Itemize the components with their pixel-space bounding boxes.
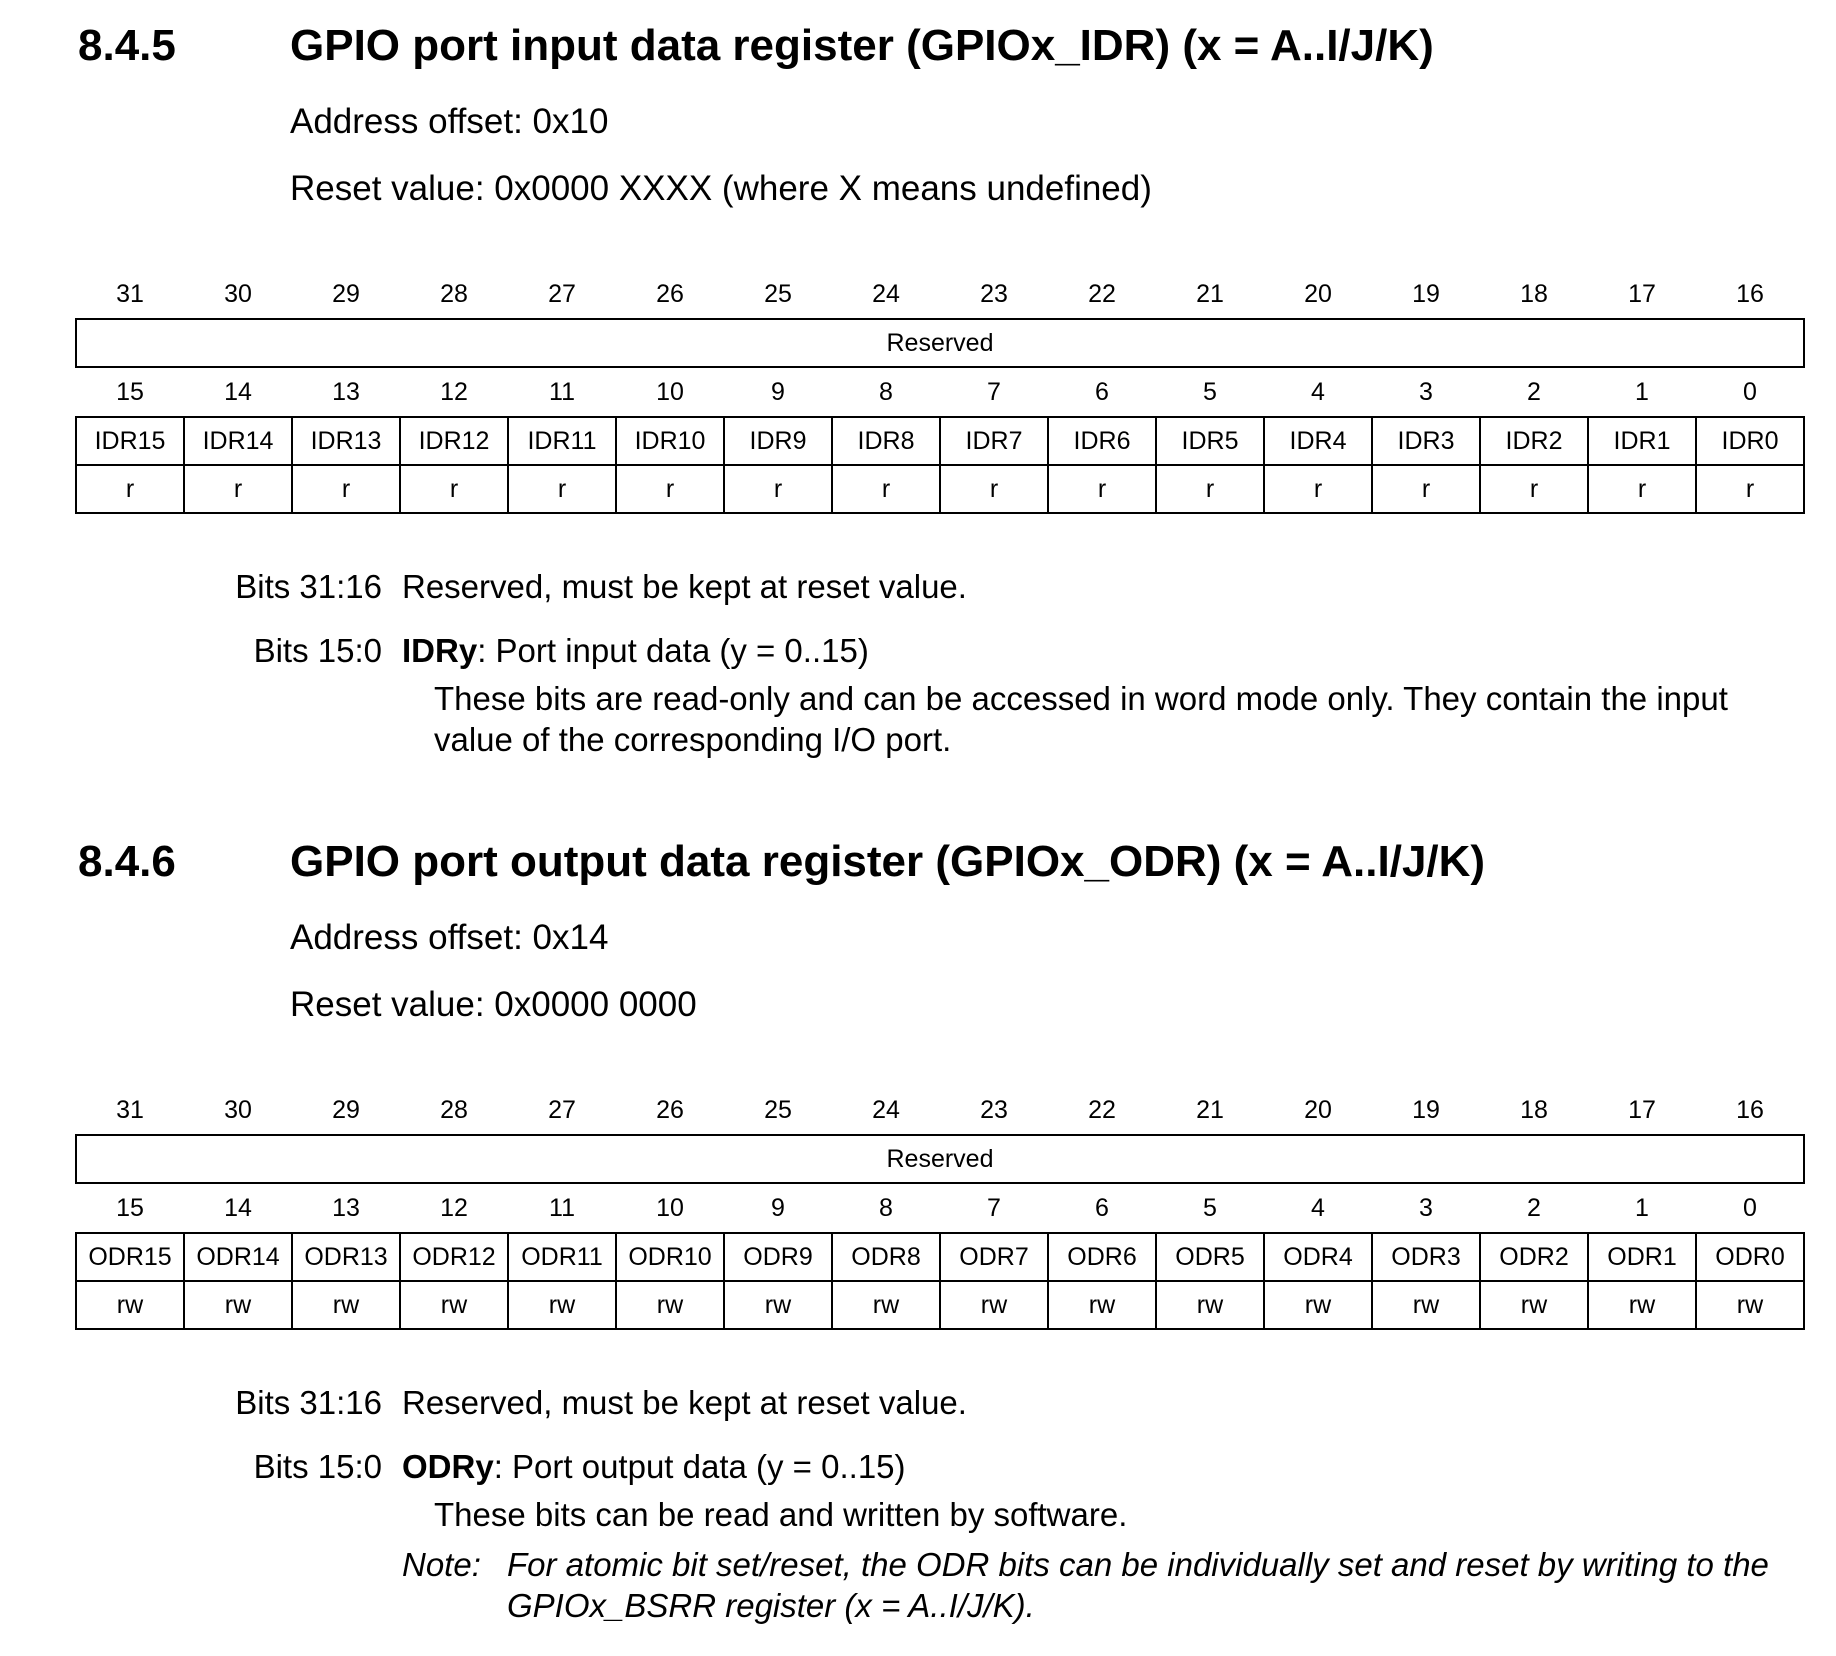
field-name-cell: IDR1 [1588, 417, 1696, 465]
bit-field-heading [402, 630, 869, 671]
access-cell: rw [1588, 1281, 1696, 1329]
bit-number: 30 [224, 279, 252, 308]
field-name-cell: ODR4 [1264, 1233, 1372, 1281]
bit-description-text: Reserved, must be kept at reset value. [402, 568, 967, 605]
bit-number: 28 [440, 1095, 468, 1124]
bit-number: 16 [1736, 279, 1764, 308]
field-name-cell: IDR10 [616, 417, 724, 465]
field-name-cell: IDR14 [184, 417, 292, 465]
access-cell: r [832, 465, 940, 513]
bit-number: 31 [116, 1095, 144, 1124]
bit-number: 0 [1743, 1193, 1757, 1222]
field-names-row [76, 1233, 1804, 1281]
field-summary: : Port input data (y = 0..15) [477, 632, 869, 669]
bit-number: 11 [549, 377, 575, 406]
bit-number: 13 [332, 1193, 360, 1222]
access-cell: r [1264, 465, 1372, 513]
access-cell: rw [724, 1281, 832, 1329]
bit-number: 4 [1311, 1193, 1325, 1222]
field-name-cell: ODR15 [76, 1233, 184, 1281]
bit-number: 1 [1635, 1193, 1649, 1222]
field-name-cell: ODR1 [1588, 1233, 1696, 1281]
bit-field-heading [402, 1446, 906, 1487]
bit-number: 17 [1628, 1095, 1656, 1124]
bit-description-text: Reserved, must be kept at reset value. [402, 1384, 967, 1421]
bit-number: 14 [224, 1193, 252, 1222]
bit-number: 26 [656, 1095, 684, 1124]
bit-number: 17 [1628, 279, 1656, 308]
bit-number: 19 [1412, 1095, 1440, 1124]
field-name-cell: ODR5 [1156, 1233, 1264, 1281]
bit-number: 29 [332, 279, 360, 308]
field-name-cell: IDR7 [940, 417, 1048, 465]
field-name-cell: IDR4 [1264, 417, 1372, 465]
reserved-cell: Reserved [76, 319, 1804, 367]
bit-range: Bits 15:0 [253, 632, 382, 669]
access-cell: rw [1696, 1281, 1804, 1329]
field-name-cell: IDR0 [1696, 417, 1804, 465]
bit-number: 10 [656, 377, 684, 406]
bit-number: 25 [764, 279, 792, 308]
bit-number: 7 [987, 1193, 1001, 1222]
bit-number: 28 [440, 279, 468, 308]
bit-range: Bits 31:16 [235, 568, 382, 605]
field-name-cell: ODR3 [1372, 1233, 1480, 1281]
address-offset: Address offset: 0x14 [290, 918, 609, 957]
note-label: Note: [402, 1546, 481, 1583]
bit-number: 21 [1196, 279, 1224, 308]
bit-number: 9 [771, 377, 785, 406]
access-cell: r [1696, 465, 1804, 513]
upper-bit-numbers-row [76, 270, 1804, 319]
access-cell: rw [1480, 1281, 1588, 1329]
bit-number: 18 [1520, 1095, 1548, 1124]
access-cell: rw [184, 1281, 292, 1329]
access-cell: r [940, 465, 1048, 513]
bit-number: 21 [1196, 1095, 1224, 1124]
bit-number: 14 [224, 377, 252, 406]
reset-value: Reset value: 0x0000 0000 [290, 985, 697, 1024]
field-name-cell: ODR11 [508, 1233, 616, 1281]
lower-bit-numbers-row [76, 367, 1804, 417]
bit-number: 12 [440, 377, 468, 406]
section-number: 8.4.6 [78, 837, 176, 886]
bit-number: 16 [1736, 1095, 1764, 1124]
bit-number: 0 [1743, 377, 1757, 406]
bit-number: 7 [987, 377, 1001, 406]
field-name-cell: IDR13 [292, 417, 400, 465]
access-cell: r [724, 465, 832, 513]
bit-number: 25 [764, 1095, 792, 1124]
bit-number: 3 [1419, 1193, 1433, 1222]
bit-range: Bits 15:0 [253, 1448, 382, 1485]
access-cell: rw [508, 1281, 616, 1329]
field-name-cell: ODR2 [1480, 1233, 1588, 1281]
access-cell: rw [292, 1281, 400, 1329]
access-cell: r [76, 465, 184, 513]
field-name: ODRy [402, 1448, 494, 1485]
bit-number: 5 [1203, 377, 1217, 406]
access-row [76, 465, 1804, 513]
bit-number: 27 [548, 1095, 576, 1124]
access-cell: r [616, 465, 724, 513]
lower-bit-numbers-row [76, 1183, 1804, 1233]
bit-number: 29 [332, 1095, 360, 1124]
reserved-row [76, 319, 1804, 367]
access-cell: rw [76, 1281, 184, 1329]
field-name-cell: ODR9 [724, 1233, 832, 1281]
field-name-cell: ODR7 [940, 1233, 1048, 1281]
field-name-cell: IDR12 [400, 417, 508, 465]
access-cell: rw [1156, 1281, 1264, 1329]
bit-number: 1 [1635, 377, 1649, 406]
bit-number: 23 [980, 279, 1008, 308]
bit-number: 10 [656, 1193, 684, 1222]
upper-bit-numbers-row [76, 1086, 1804, 1135]
bit-number: 20 [1304, 1095, 1332, 1124]
bit-number: 9 [771, 1193, 785, 1222]
bit-number: 15 [116, 1193, 144, 1222]
section-title: GPIO port input data register (GPIOx_IDR) (x = A..I/J/K) [290, 21, 1434, 70]
bit-number: 26 [656, 279, 684, 308]
field-name-cell: IDR3 [1372, 417, 1480, 465]
bit-number: 3 [1419, 377, 1433, 406]
access-cell: r [292, 465, 400, 513]
field-name: IDRy [402, 632, 478, 669]
field-names-row [76, 417, 1804, 465]
field-name-cell: IDR5 [1156, 417, 1264, 465]
bit-number: 30 [224, 1095, 252, 1124]
field-name-cell: IDR9 [724, 417, 832, 465]
bit-number: 22 [1088, 279, 1116, 308]
bit-number: 12 [440, 1193, 468, 1222]
bit-number: 27 [548, 279, 576, 308]
section-title: GPIO port output data register (GPIOx_ODR) (x = A..I/J/K) [290, 837, 1486, 886]
field-name-cell: IDR6 [1048, 417, 1156, 465]
bit-number: 5 [1203, 1193, 1217, 1222]
bit-number: 6 [1095, 377, 1109, 406]
access-cell: r [1588, 465, 1696, 513]
access-cell: r [1156, 465, 1264, 513]
field-detail-paragraph: These bits can be read and written by software. [434, 1496, 1128, 1533]
bit-number: 22 [1088, 1095, 1116, 1124]
field-detail-paragraph: These bits are read-only and can be accessed in word mode only. They contain the input value of the corresponding I/O port. [434, 680, 1728, 758]
field-name-cell: ODR8 [832, 1233, 940, 1281]
bit-range: Bits 31:16 [235, 1384, 382, 1421]
access-cell: r [400, 465, 508, 513]
bit-number: 19 [1412, 279, 1440, 308]
field-name-cell: IDR15 [76, 417, 184, 465]
field-name-cell: IDR11 [508, 417, 616, 465]
reserved-row [76, 1135, 1804, 1183]
section-number: 8.4.5 [78, 21, 176, 70]
reset-value: Reset value: 0x0000 XXXX (where X means undefined) [290, 169, 1152, 208]
access-cell: rw [400, 1281, 508, 1329]
access-cell: r [184, 465, 292, 513]
field-name-cell: ODR13 [292, 1233, 400, 1281]
access-cell: rw [1372, 1281, 1480, 1329]
address-offset: Address offset: 0x10 [290, 102, 609, 141]
access-cell: r [1372, 465, 1480, 513]
bit-number: 4 [1311, 377, 1325, 406]
access-cell: r [1048, 465, 1156, 513]
bit-number: 15 [116, 377, 144, 406]
register-map-table [75, 270, 1805, 514]
field-name-cell: IDR8 [832, 417, 940, 465]
bit-number: 20 [1304, 279, 1332, 308]
field-name-cell: ODR0 [1696, 1233, 1804, 1281]
bit-number: 8 [879, 377, 893, 406]
bit-number: 24 [872, 279, 900, 308]
field-summary: : Port output data (y = 0..15) [493, 1448, 906, 1485]
reserved-cell: Reserved [76, 1135, 1804, 1183]
field-name-cell: ODR6 [1048, 1233, 1156, 1281]
bit-number: 8 [879, 1193, 893, 1222]
field-name-cell: ODR12 [400, 1233, 508, 1281]
access-cell: rw [940, 1281, 1048, 1329]
access-cell: rw [616, 1281, 724, 1329]
access-cell: r [508, 465, 616, 513]
bit-number: 31 [116, 279, 144, 308]
bit-number: 11 [549, 1193, 575, 1222]
bit-number: 18 [1520, 279, 1548, 308]
bit-number: 13 [332, 377, 360, 406]
field-name-cell: ODR14 [184, 1233, 292, 1281]
access-cell: rw [832, 1281, 940, 1329]
access-cell: r [1480, 465, 1588, 513]
field-name-cell: IDR2 [1480, 417, 1588, 465]
access-cell: rw [1264, 1281, 1372, 1329]
bit-number: 24 [872, 1095, 900, 1124]
register-map-table [75, 1086, 1805, 1330]
bit-number: 2 [1527, 1193, 1541, 1222]
bit-number: 2 [1527, 377, 1541, 406]
access-row [76, 1281, 1804, 1329]
bit-number: 6 [1095, 1193, 1109, 1222]
field-name-cell: ODR10 [616, 1233, 724, 1281]
access-cell: rw [1048, 1281, 1156, 1329]
bit-number: 23 [980, 1095, 1008, 1124]
note-text: For atomic bit set/reset, the ODR bits can be individually set and reset by writing to the GPIOx_BSRR register (x = A..I/J/K). [507, 1546, 1769, 1624]
